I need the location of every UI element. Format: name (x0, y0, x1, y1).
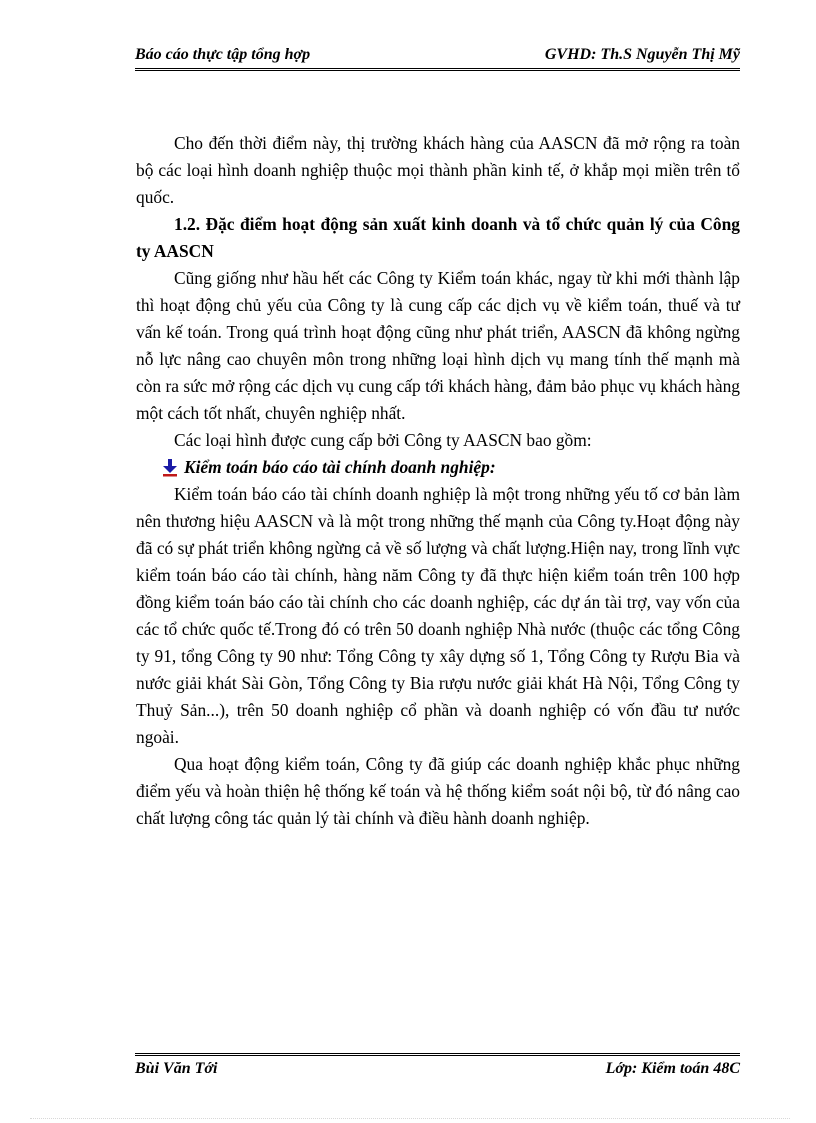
intro-paragraph: Cho đến thời điểm này, thị trường khách hàng của AASCN đã mở rộng ra toàn bộ các loại hình doanh nghiệp thuộc mọi thành phần kinh tế, ở khắp mọi miền trên tổ quốc. (136, 133, 740, 207)
paragraph-audit-benefits: Qua hoạt động kiểm toán, Công ty đã giúp các doanh nghiệp khắc phục những điểm yếu và hoàn thiện hệ thống kế toán và hệ thống kiểm soát nội bộ, từ đó nâng cao chất lượng công tác quản lý tài chính và điều hành doanh nghiệp. (136, 754, 740, 828)
header-report-title: Báo cáo thực tập tổng hợp (135, 46, 311, 63)
section-heading: 1.2. Đặc điểm hoạt động sản xuất kinh doanh và tổ chức quản lý của Công ty AASCN (136, 214, 740, 261)
footer-author: Bùi Văn Tới (135, 1060, 218, 1077)
paragraph-service-types-intro: Các loại hình được cung cấp bởi Công ty AASCN bao gồm: (174, 430, 592, 450)
page-header (135, 44, 740, 71)
bullet-heading-text: Kiểm toán báo cáo tài chính doanh nghiệp: (184, 457, 496, 477)
paragraph-financial-audit: Kiểm toán báo cáo tài chính doanh nghiệp là một trong những yếu tố cơ bản làm nên thương hiệu AASCN và là một trong những thế mạnh của Công ty.Hoạt động này đã có sự phát triển không ngừng cả về số lượng và chất lượng.Hiện nay, trong lĩnh vực kiểm toán báo cáo tài chính, hàng năm Công ty đã thực hiện kiểm toán trên 100 hợp đồng kiểm toán báo cáo tài chính cho các doanh nghiệp, các dự án tài trợ, vay vốn của các tổ chức quốc tế.Trong đó có trên 50 doanh nghiệp Nhà nước (thuộc các tổng Công ty 91, tổng Công ty 90 như: Tổng Công ty xây dựng số 1, Tổng Công ty Rượu Bia và nước giải khát Sài Gòn, Tổng Công ty Bia rượu nước giải khát Hà Nội, Tổng Công ty Thuỷ Sản...), trên 50 doanh nghiệp cổ phần và doanh nghiệp có vốn đầu tư nước ngoài. (136, 484, 740, 747)
page-bottom-edge (30, 1118, 790, 1119)
footer-class: Lớp: Kiểm toán 48C (605, 1060, 740, 1077)
page-footer (135, 1053, 740, 1082)
bullet-heading-financial-audit (162, 454, 740, 481)
header-supervisor: GVHD: Th.S Nguyễn Thị Mỹ (544, 46, 740, 63)
document-body (136, 130, 740, 832)
down-arrow-bullet-icon (162, 459, 178, 477)
paragraph-services-overview: Cũng giống như hầu hết các Công ty Kiểm toán khác, ngay từ khi mới thành lập thì hoạt động chủ yếu của Công ty là cung cấp các dịch vụ về kiểm toán, thuế và tư vấn kế toán. Trong quá trình hoạt động cũng như phát triển, AASCN đã không ngừng nỗ lực nâng cao chuyên môn trong những loại hình dịch vụ mang tính thế mạnh mà còn ra sức mở rộng các dịch vụ cung cấp tới khách hàng, đảm bảo phục vụ khách hàng một cách tốt nhất, chuyên nghiệp nhất. (136, 268, 740, 423)
